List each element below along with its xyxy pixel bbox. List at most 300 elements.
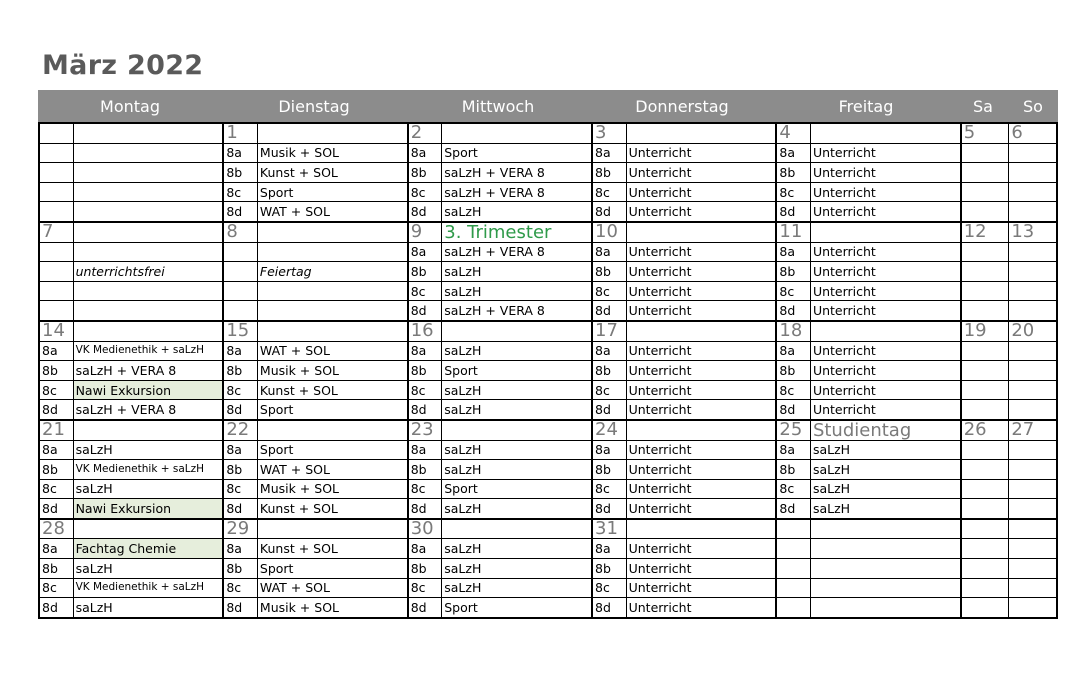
sunday-number: 13 [1009,222,1057,242]
class-code: 8b [223,361,257,381]
subject-cell: saLzH [442,499,592,519]
subject-cell: Fachtag Chemie [73,539,223,559]
sunday-number: 6 [1009,123,1057,143]
class-code: 8b [776,163,810,183]
class-code: 8b [408,361,442,381]
class-code: 8b [592,460,626,480]
subject-cell: unterrichtsfrei [73,262,223,282]
day-number: 1 [223,123,257,143]
class-code: 8a [776,440,810,460]
subject-cell: saLzH + VERA 8 [442,242,592,262]
weekend-cell [961,380,1009,400]
day-label [257,222,407,242]
subject-cell: Sport [257,182,407,202]
subject-cell: saLzH + VERA 8 [442,182,592,202]
subject-cell: Unterricht [626,578,776,598]
calendar-row [39,321,1057,341]
subject-cell: Musik + SOL [257,479,407,499]
subject-cell: saLzH [442,578,592,598]
class-code: 8c [39,578,73,598]
day-number: 21 [39,420,73,440]
class-code: 8b [592,262,626,282]
day-label [626,420,776,440]
subject-cell: saLzH [73,598,223,618]
saturday-number [961,519,1009,539]
class-code: 8b [776,361,810,381]
header-freitag: Freitag [838,96,894,116]
weekend-cell [1009,460,1057,480]
class-code: 8a [776,341,810,361]
day-label [73,222,223,242]
class-code: 8c [776,182,810,202]
class-code: 8d [408,598,442,618]
subject-cell: Unterricht [810,301,960,321]
class-code: 8d [223,202,257,222]
subject-cell [73,281,223,301]
weekend-cell [961,262,1009,282]
calendar-row [39,440,1057,460]
weekend-cell [1009,163,1057,183]
calendar-row [39,301,1057,321]
subject-cell: VK Medienethik + saLzH [73,578,223,598]
class-code: 8b [592,559,626,579]
day-label [257,420,407,440]
day-number: 24 [592,420,626,440]
day-number: 25 [776,420,810,440]
class-code: 8a [592,242,626,262]
day-label [73,519,223,539]
class-code: 8b [223,460,257,480]
weekend-cell [1009,242,1057,262]
class-code: 8c [592,479,626,499]
class-code [39,281,73,301]
class-code: 8d [592,301,626,321]
class-code [39,143,73,163]
subject-cell: Unterricht [810,281,960,301]
subject-cell: Unterricht [626,143,776,163]
class-code: 8c [408,182,442,202]
weekend-cell [1009,598,1057,618]
class-code: 8a [592,143,626,163]
class-code: 8d [39,598,73,618]
class-code: 8c [223,380,257,400]
subject-cell [73,143,223,163]
subject-cell: Unterricht [626,400,776,420]
subject-cell: Nawi Exkursion [73,380,223,400]
weekend-cell [1009,262,1057,282]
calendar-row [39,539,1057,559]
subject-cell: Unterricht [810,182,960,202]
day-number [39,123,73,143]
subject-cell: WAT + SOL [257,578,407,598]
subject-cell [810,559,960,579]
subject-cell: saLzH [442,400,592,420]
day-number: 9 [408,222,442,242]
saturday-number: 5 [961,123,1009,143]
class-code: 8a [39,539,73,559]
class-code: 8c [592,281,626,301]
class-code: 8c [408,281,442,301]
day-label [442,321,592,341]
day-label [626,321,776,341]
class-code: 8c [39,479,73,499]
class-code: 8d [776,202,810,222]
class-code: 8c [408,578,442,598]
day-number: 11 [776,222,810,242]
class-code: 8d [408,400,442,420]
subject-cell: saLzH [442,460,592,480]
weekend-cell [961,361,1009,381]
sunday-number: 20 [1009,321,1057,341]
day-label [257,519,407,539]
subject-cell: VK Medienethik + saLzH [73,341,223,361]
class-code [39,202,73,222]
subject-cell: WAT + SOL [257,202,407,222]
class-code: 8d [592,499,626,519]
subject-cell: Unterricht [626,539,776,559]
weekday-header [38,90,1058,122]
class-code: 8b [408,460,442,480]
calendar-row [39,163,1057,183]
class-code: 8c [39,380,73,400]
calendar-row [39,460,1057,480]
day-number: 31 [592,519,626,539]
subject-cell: saLzH [810,440,960,460]
subject-cell: Sport [257,559,407,579]
subject-cell: Musik + SOL [257,143,407,163]
saturday-number: 26 [961,420,1009,440]
calendar-row [39,598,1057,618]
calendar-row [39,281,1057,301]
subject-cell: Kunst + SOL [257,539,407,559]
class-code: 8a [39,341,73,361]
day-label [73,321,223,341]
weekend-cell [1009,182,1057,202]
class-code: 8c [592,182,626,202]
class-code: 8a [592,539,626,559]
subject-cell: Kunst + SOL [257,163,407,183]
class-code: 8b [592,163,626,183]
weekend-cell [1009,559,1057,579]
class-code: 8b [39,559,73,579]
day-number: 16 [408,321,442,341]
subject-cell [257,301,407,321]
class-code: 8c [223,479,257,499]
day-number: 2 [408,123,442,143]
weekend-cell [1009,440,1057,460]
class-code: 8d [223,598,257,618]
weekend-cell [961,341,1009,361]
subject-cell: Unterricht [626,460,776,480]
subject-cell: saLzH [73,479,223,499]
class-code: 8a [408,143,442,163]
header-montag: Montag [100,96,160,116]
subject-cell: Unterricht [626,440,776,460]
day-label [442,420,592,440]
header-dienstag: Dienstag [278,96,350,116]
subject-cell: Unterricht [626,163,776,183]
day-number: 4 [776,123,810,143]
weekend-cell [1009,281,1057,301]
day-label [810,123,960,143]
class-code: 8d [592,202,626,222]
weekend-cell [1009,143,1057,163]
subject-cell: Unterricht [810,262,960,282]
saturday-number: 19 [961,321,1009,341]
day-label [626,519,776,539]
subject-cell: Unterricht [626,499,776,519]
class-code: 8d [39,400,73,420]
weekend-cell [961,559,1009,579]
day-number: 29 [223,519,257,539]
subject-cell: Kunst + SOL [257,499,407,519]
weekend-cell [961,281,1009,301]
weekend-cell [961,598,1009,618]
day-label [810,321,960,341]
day-label: Studientag [810,420,960,440]
subject-cell: saLzH [442,281,592,301]
subject-cell: Unterricht [626,559,776,579]
class-code [223,262,257,282]
weekend-cell [961,202,1009,222]
subject-cell [257,242,407,262]
class-code [776,559,810,579]
day-number: 7 [39,222,73,242]
day-number: 28 [39,519,73,539]
weekend-cell [1009,341,1057,361]
subject-cell [73,163,223,183]
subject-cell: saLzH + VERA 8 [73,400,223,420]
subject-cell: saLzH [442,380,592,400]
subject-cell [257,281,407,301]
weekend-cell [961,440,1009,460]
subject-cell: Unterricht [810,163,960,183]
subject-cell: Unterricht [626,361,776,381]
class-code: 8d [776,400,810,420]
subject-cell: saLzH + VERA 8 [442,301,592,321]
class-code: 8a [592,341,626,361]
subject-cell: Unterricht [810,380,960,400]
class-code: 8b [408,163,442,183]
class-code [39,163,73,183]
class-code [223,242,257,262]
subject-cell: saLzH [442,440,592,460]
day-label [626,123,776,143]
subject-cell: Unterricht [626,301,776,321]
calendar-row [39,242,1057,262]
subject-cell: saLzH [442,559,592,579]
class-code [39,242,73,262]
class-code: 8c [223,182,257,202]
subject-cell: saLzH + VERA 8 [73,361,223,381]
weekend-cell [1009,539,1057,559]
subject-cell: Sport [257,440,407,460]
weekend-cell [961,163,1009,183]
subject-cell: saLzH [442,341,592,361]
class-code [39,262,73,282]
subject-cell: Unterricht [810,361,960,381]
class-code: 8c [408,479,442,499]
subject-cell: saLzH [442,202,592,222]
weekend-cell [1009,479,1057,499]
class-code [776,578,810,598]
subject-cell: Unterricht [626,242,776,262]
subject-cell [73,202,223,222]
class-code: 8d [776,499,810,519]
subject-cell: saLzH [442,539,592,559]
weekend-cell [961,578,1009,598]
subject-cell: Sport [442,361,592,381]
day-number: 3 [592,123,626,143]
header-sonntag: So [1023,96,1043,116]
class-code: 8b [223,559,257,579]
subject-cell: Unterricht [626,598,776,618]
subject-cell: Unterricht [626,281,776,301]
subject-cell: Musik + SOL [257,598,407,618]
subject-cell [810,539,960,559]
saturday-number: 12 [961,222,1009,242]
class-code [223,281,257,301]
day-number [776,519,810,539]
class-code: 8c [776,380,810,400]
subject-cell [810,598,960,618]
header-samstag: Sa [973,96,993,116]
day-number: 23 [408,420,442,440]
calendar-row [39,202,1057,222]
weekend-cell [1009,499,1057,519]
class-code: 8d [408,301,442,321]
calendar-row [39,123,1057,143]
subject-cell: Nawi Exkursion [73,499,223,519]
day-number: 18 [776,321,810,341]
calendar-row [39,380,1057,400]
calendar-row [39,519,1057,539]
weekend-cell [1009,202,1057,222]
calendar-row [39,578,1057,598]
subject-cell: Unterricht [810,341,960,361]
header-donnerstag: Donnerstag [635,96,729,116]
class-code: 8c [592,578,626,598]
day-label [442,123,592,143]
class-code [39,301,73,321]
header-mittwoch: Mittwoch [461,96,535,116]
weekend-cell [961,539,1009,559]
day-number: 22 [223,420,257,440]
class-code: 8a [408,242,442,262]
day-label [73,420,223,440]
subject-cell: Unterricht [810,202,960,222]
subject-cell: Sport [442,479,592,499]
calendar-row [39,341,1057,361]
subject-cell: VK Medienethik + saLzH [73,460,223,480]
day-number: 8 [223,222,257,242]
calendar-row [39,499,1057,519]
class-code: 8a [39,440,73,460]
class-code: 8c [592,380,626,400]
subject-cell [73,182,223,202]
calendar-row [39,143,1057,163]
class-code: 8b [592,361,626,381]
class-code: 8a [223,440,257,460]
subject-cell: saLzH [73,440,223,460]
subject-cell: saLzH + VERA 8 [442,163,592,183]
subject-cell: Unterricht [626,341,776,361]
class-code: 8d [776,301,810,321]
calendar-row [39,400,1057,420]
weekend-cell [1009,400,1057,420]
calendar-row [39,182,1057,202]
class-code: 8c [776,479,810,499]
calendar-row [39,420,1057,440]
class-code: 8a [223,539,257,559]
weekend-cell [1009,301,1057,321]
day-label [257,321,407,341]
subject-cell: saLzH [810,499,960,519]
class-code: 8b [408,559,442,579]
weekend-cell [1009,361,1057,381]
subject-cell: Unterricht [626,262,776,282]
weekend-cell [1009,380,1057,400]
weekend-cell [961,143,1009,163]
class-code: 8c [408,380,442,400]
class-code: 8d [408,202,442,222]
subject-cell: Unterricht [626,380,776,400]
calendar-row [39,479,1057,499]
class-code: 8d [408,499,442,519]
weekend-cell [961,460,1009,480]
class-code: 8a [223,143,257,163]
subject-cell: Unterricht [810,242,960,262]
class-code [39,182,73,202]
subject-cell: WAT + SOL [257,460,407,480]
class-code: 8a [592,440,626,460]
weekend-cell [961,182,1009,202]
class-code [776,539,810,559]
weekend-cell [961,400,1009,420]
day-label [442,519,592,539]
day-number: 17 [592,321,626,341]
subject-cell: Kunst + SOL [257,380,407,400]
day-number: 30 [408,519,442,539]
calendar-row [39,361,1057,381]
sunday-number [1009,519,1057,539]
sunday-number: 27 [1009,420,1057,440]
calendar-row [39,559,1057,579]
weekend-cell [1009,578,1057,598]
subject-cell [810,578,960,598]
class-code [776,598,810,618]
class-code: 8b [776,262,810,282]
subject-cell: WAT + SOL [257,341,407,361]
day-number: 14 [39,321,73,341]
subject-cell: saLzH [810,479,960,499]
class-code: 8a [776,143,810,163]
day-label [73,123,223,143]
calendar-row [39,262,1057,282]
subject-cell: saLzH [810,460,960,480]
class-code: 8b [223,163,257,183]
class-code: 8b [39,460,73,480]
class-code: 8a [408,341,442,361]
class-code: 8d [592,598,626,618]
page-title: März 2022 [42,50,204,81]
class-code: 8b [39,361,73,381]
class-code: 8a [776,242,810,262]
subject-cell [73,242,223,262]
class-code: 8c [223,578,257,598]
class-code: 8b [776,460,810,480]
subject-cell: Unterricht [626,182,776,202]
